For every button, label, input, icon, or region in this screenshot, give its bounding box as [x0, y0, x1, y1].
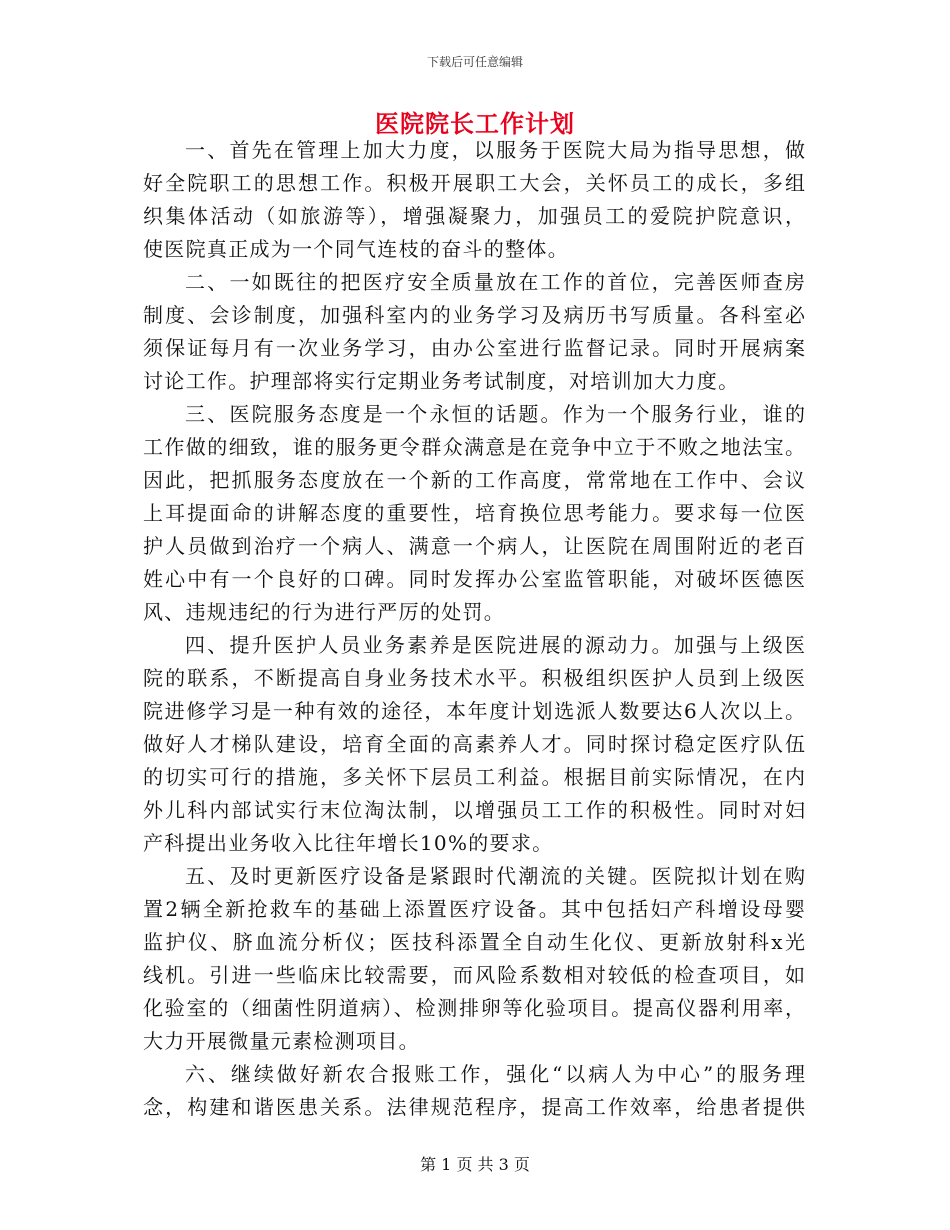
text-line: 制度、会诊制度，加强科室内的业务学习及病历书写质量。各科室必 — [143, 303, 805, 327]
text-line: 念，构建和谐医患关系。法律规范程序，提高工作效率，给患者提供 — [143, 1095, 805, 1119]
page-header-note: 下载后可任意编辑 — [426, 55, 523, 69]
text-line: 产科提出业务收入比往年增长10%的要求。 — [143, 831, 554, 855]
paragraph-3 — [143, 398, 805, 629]
text-line: 二、一如既往的把医疗安全质量放在工作的首位，完善医师查房 — [185, 270, 805, 294]
text-line: 三、医院服务态度是一个永恒的话题。作为一个服务行业，谁的 — [185, 402, 805, 426]
text-line: 院进修学习是一种有效的途径，本年度计划选派人数要达6人次以上。 — [143, 699, 805, 723]
text-line: 五、及时更新医疗设备是紧跟时代潮流的关键。医院拟计划在购 — [185, 864, 805, 888]
text-line: 因此，把抓服务态度放在一个新的工作高度，常常地在工作中、会议 — [143, 468, 805, 492]
text-line: 风、违规违纪的行为进行严厉的处罚。 — [143, 600, 506, 624]
text-line: 好全院职工的思想工作。积极开展职工大会，关怀员工的成长，多组 — [143, 171, 805, 195]
text-line: 上耳提面命的讲解态度的重要性，培育换位思考能力。要求每一位医 — [143, 501, 805, 525]
text-line: 护人员做到治疗一个病人、满意一个病人，让医院在周围附近的老百 — [143, 534, 805, 558]
paragraph-1 — [143, 134, 805, 266]
text-line: 外儿科内部试实行末位淘汰制，以增强员工工作的积极性。同时对妇 — [143, 798, 805, 822]
page-number-footer: 第 1 页 共 3 页 — [420, 1155, 530, 1174]
text-line: 姓心中有一个良好的口碑。同时发挥办公室监管职能，对破坏医德医 — [143, 567, 805, 591]
document-body — [143, 134, 805, 1124]
text-line: 四、提升医护人员业务素养是医院进展的源动力。加强与上级医 — [185, 633, 805, 657]
text-line: 讨论工作。护理部将实行定期业务考试制度，对培训加大力度。 — [143, 369, 740, 393]
text-line: 线机。引进一些临床比较需要，而风险系数相对较低的检查项目，如 — [143, 963, 805, 987]
text-line: 化验室的（细菌性阴道病）、检测排卵等化验项目。提高仪器利用率， — [143, 996, 805, 1020]
document-title: 医院院长工作计划 — [375, 109, 575, 138]
paragraph-4 — [143, 629, 805, 860]
paragraph-2 — [143, 266, 805, 398]
text-line: 使医院真正成为一个同气连枝的奋斗的整体。 — [143, 237, 569, 261]
paragraph-6 — [143, 1058, 805, 1124]
text-line: 院的联系，不断提高自身业务技术水平。积极组织医护人员到上级医 — [143, 666, 805, 690]
text-line: 监护仪、脐血流分析仪；医技科添置全自动生化仪、更新放射科x光 — [143, 930, 805, 954]
text-line: 一、首先在管理上加大力度，以服务于医院大局为指导思想，做 — [185, 138, 805, 162]
text-line: 的切实可行的措施，多关怀下层员工利益。根据目前实际情况，在内 — [143, 765, 805, 789]
text-line: 大力开展微量元素检测项目。 — [143, 1029, 420, 1053]
text-line: 工作做的细致，谁的服务更令群众满意是在竞争中立于不败之地法宝。 — [143, 435, 805, 459]
text-line: 织集体活动（如旅游等），增强凝聚力，加强员工的爱院护院意识， — [143, 204, 805, 228]
text-line: 须保证每月有一次业务学习，由办公室进行监督记录。同时开展病案 — [143, 336, 805, 360]
text-line: 置2辆全新抢救车的基础上添置医疗设备。其中包括妇产科增设母婴 — [143, 897, 805, 921]
text-line: 六、继续做好新农合报账工作，强化“以病人为中心”的服务理 — [185, 1062, 805, 1086]
text-line: 做好人才梯队建设，培育全面的高素养人才。同时探讨稳定医疗队伍 — [143, 732, 805, 756]
paragraph-5 — [143, 860, 805, 1058]
